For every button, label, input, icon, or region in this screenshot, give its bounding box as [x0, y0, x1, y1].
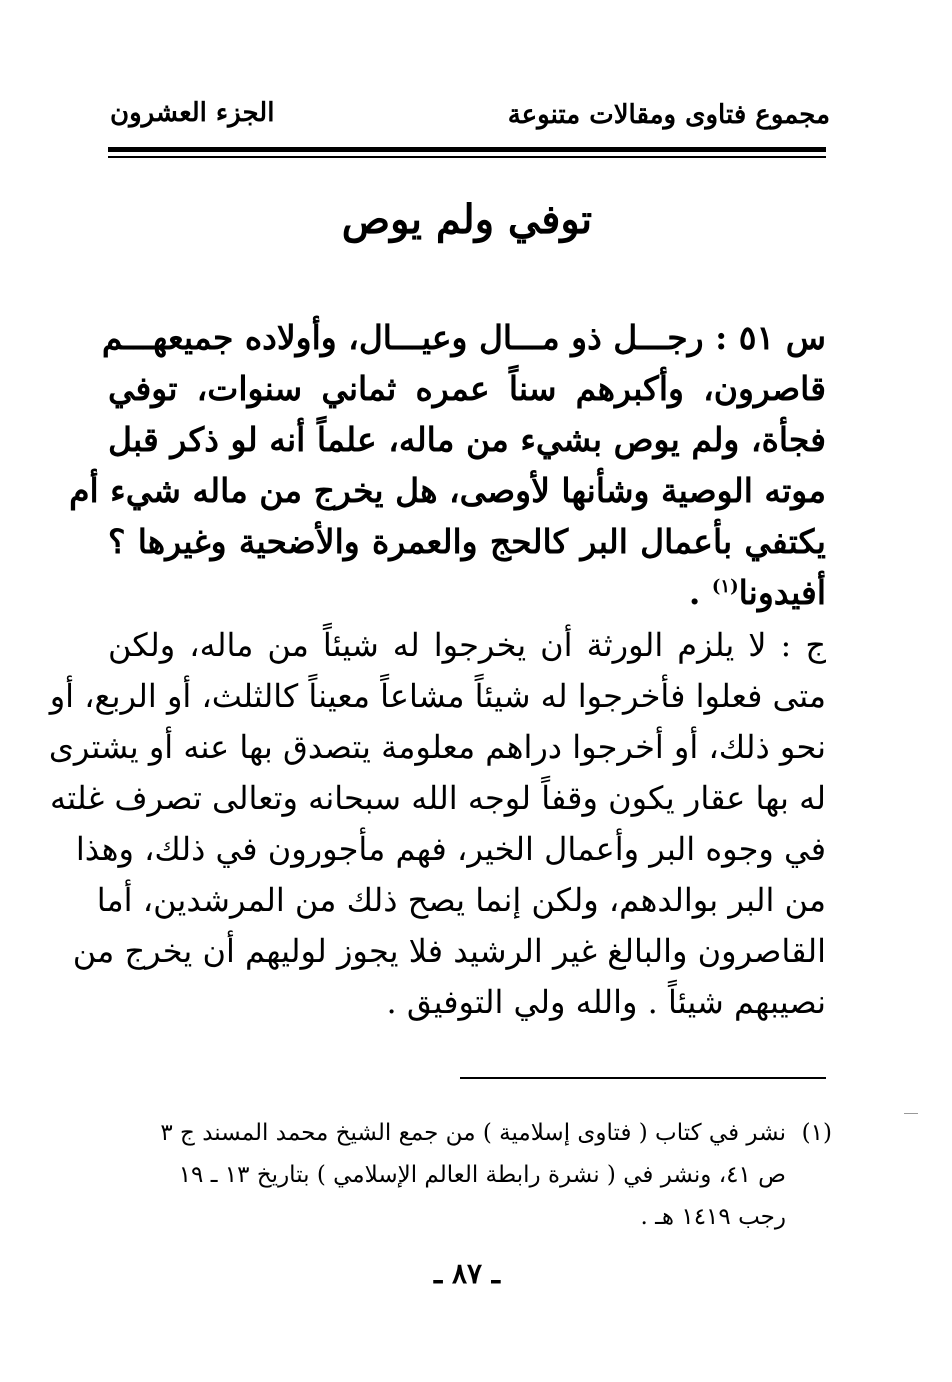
question-last-word: أفيدونا	[738, 573, 826, 612]
running-header-book-title: مجموع فتاوى ومقالات متنوعة	[507, 100, 830, 130]
header-rule-thin	[108, 156, 826, 158]
question-line-last	[108, 567, 826, 618]
question-line: يكتفي بأعمال البر كالحج والعمرة والأضحية وغيرها ؟	[108, 522, 826, 561]
footnote-line: رجب ١٤١٩ هـ .	[640, 1204, 786, 1230]
question-line: فجأة، ولم يوص بشيء من ماله، علماً أنه لو ذكر قبل	[108, 420, 826, 459]
footnote-reference[interactable]: (١)	[711, 576, 739, 597]
page-number: ـ ٨٧ ـ	[434, 1257, 500, 1290]
article-title: توفي ولم يوص	[341, 196, 593, 243]
header-rule-thick	[108, 147, 826, 152]
question-end-mark: .	[688, 573, 712, 612]
margin-mark	[904, 1113, 918, 1114]
answer-line-last: نصيبهم شيئاً . والله ولي التوفيق .	[386, 983, 826, 1021]
answer-line: القاصرون والبالغ غير الرشيد فلا يجوز لوليهم أن يخرج من	[72, 932, 826, 970]
answer-paragraph	[48, 620, 826, 1028]
answer-line: من البر بوالدهم، ولكن إنما يصح ذلك من المرشدين، أما	[96, 881, 826, 919]
footnote-separator	[460, 1077, 826, 1079]
question-line: موته الوصية وشأنها لأوصى، هل يخرج من ماله شيء أم	[69, 471, 826, 510]
running-header-volume: الجزء العشرون	[110, 98, 275, 128]
answer-line: له بها عقار يكون وقفاً لوجه الله سبحانه وتعالى تصرف غلته	[50, 779, 826, 817]
question-line: قاصرون، وأكبرهم سناً عمره ثماني سنوات، توفي	[108, 369, 826, 408]
answer-line: نحو ذلك، أو أخرجوا دراهم معلومة يتصدق بها عنه أو يشترى	[48, 728, 826, 766]
question-line: س ٥١ : رجـــل ذو مـــال وعيـــال، وأولاده جميعهـــم	[101, 318, 826, 357]
answer-line: ج : لا يلزم الورثة أن يخرجوا له شيئاً من ماله، ولكن	[108, 626, 826, 664]
question-paragraph	[69, 312, 826, 618]
answer-line: في وجوه البر وأعمال الخير، فهم مأجورون في ذلك، وهذا	[75, 830, 826, 868]
footnote-line	[112, 1112, 832, 1154]
answer-line: متى فعلوا فأخرجوا له شيئاً مشاعاً معيناً كالثلث، أو الربع، أو	[49, 677, 826, 715]
footnote-text: نشر في كتاب ( فتاوى إسلامية ) من جمع الشيخ محمد المسند ج ٣	[160, 1120, 786, 1146]
footnote-line: ص ٤١، ونشر في ( نشرة رابطة العالم الإسلامي ) بتاريخ ١٣ ـ ١٩	[178, 1162, 786, 1188]
footnote	[112, 1112, 832, 1238]
footnote-number: (١)	[801, 1120, 832, 1146]
